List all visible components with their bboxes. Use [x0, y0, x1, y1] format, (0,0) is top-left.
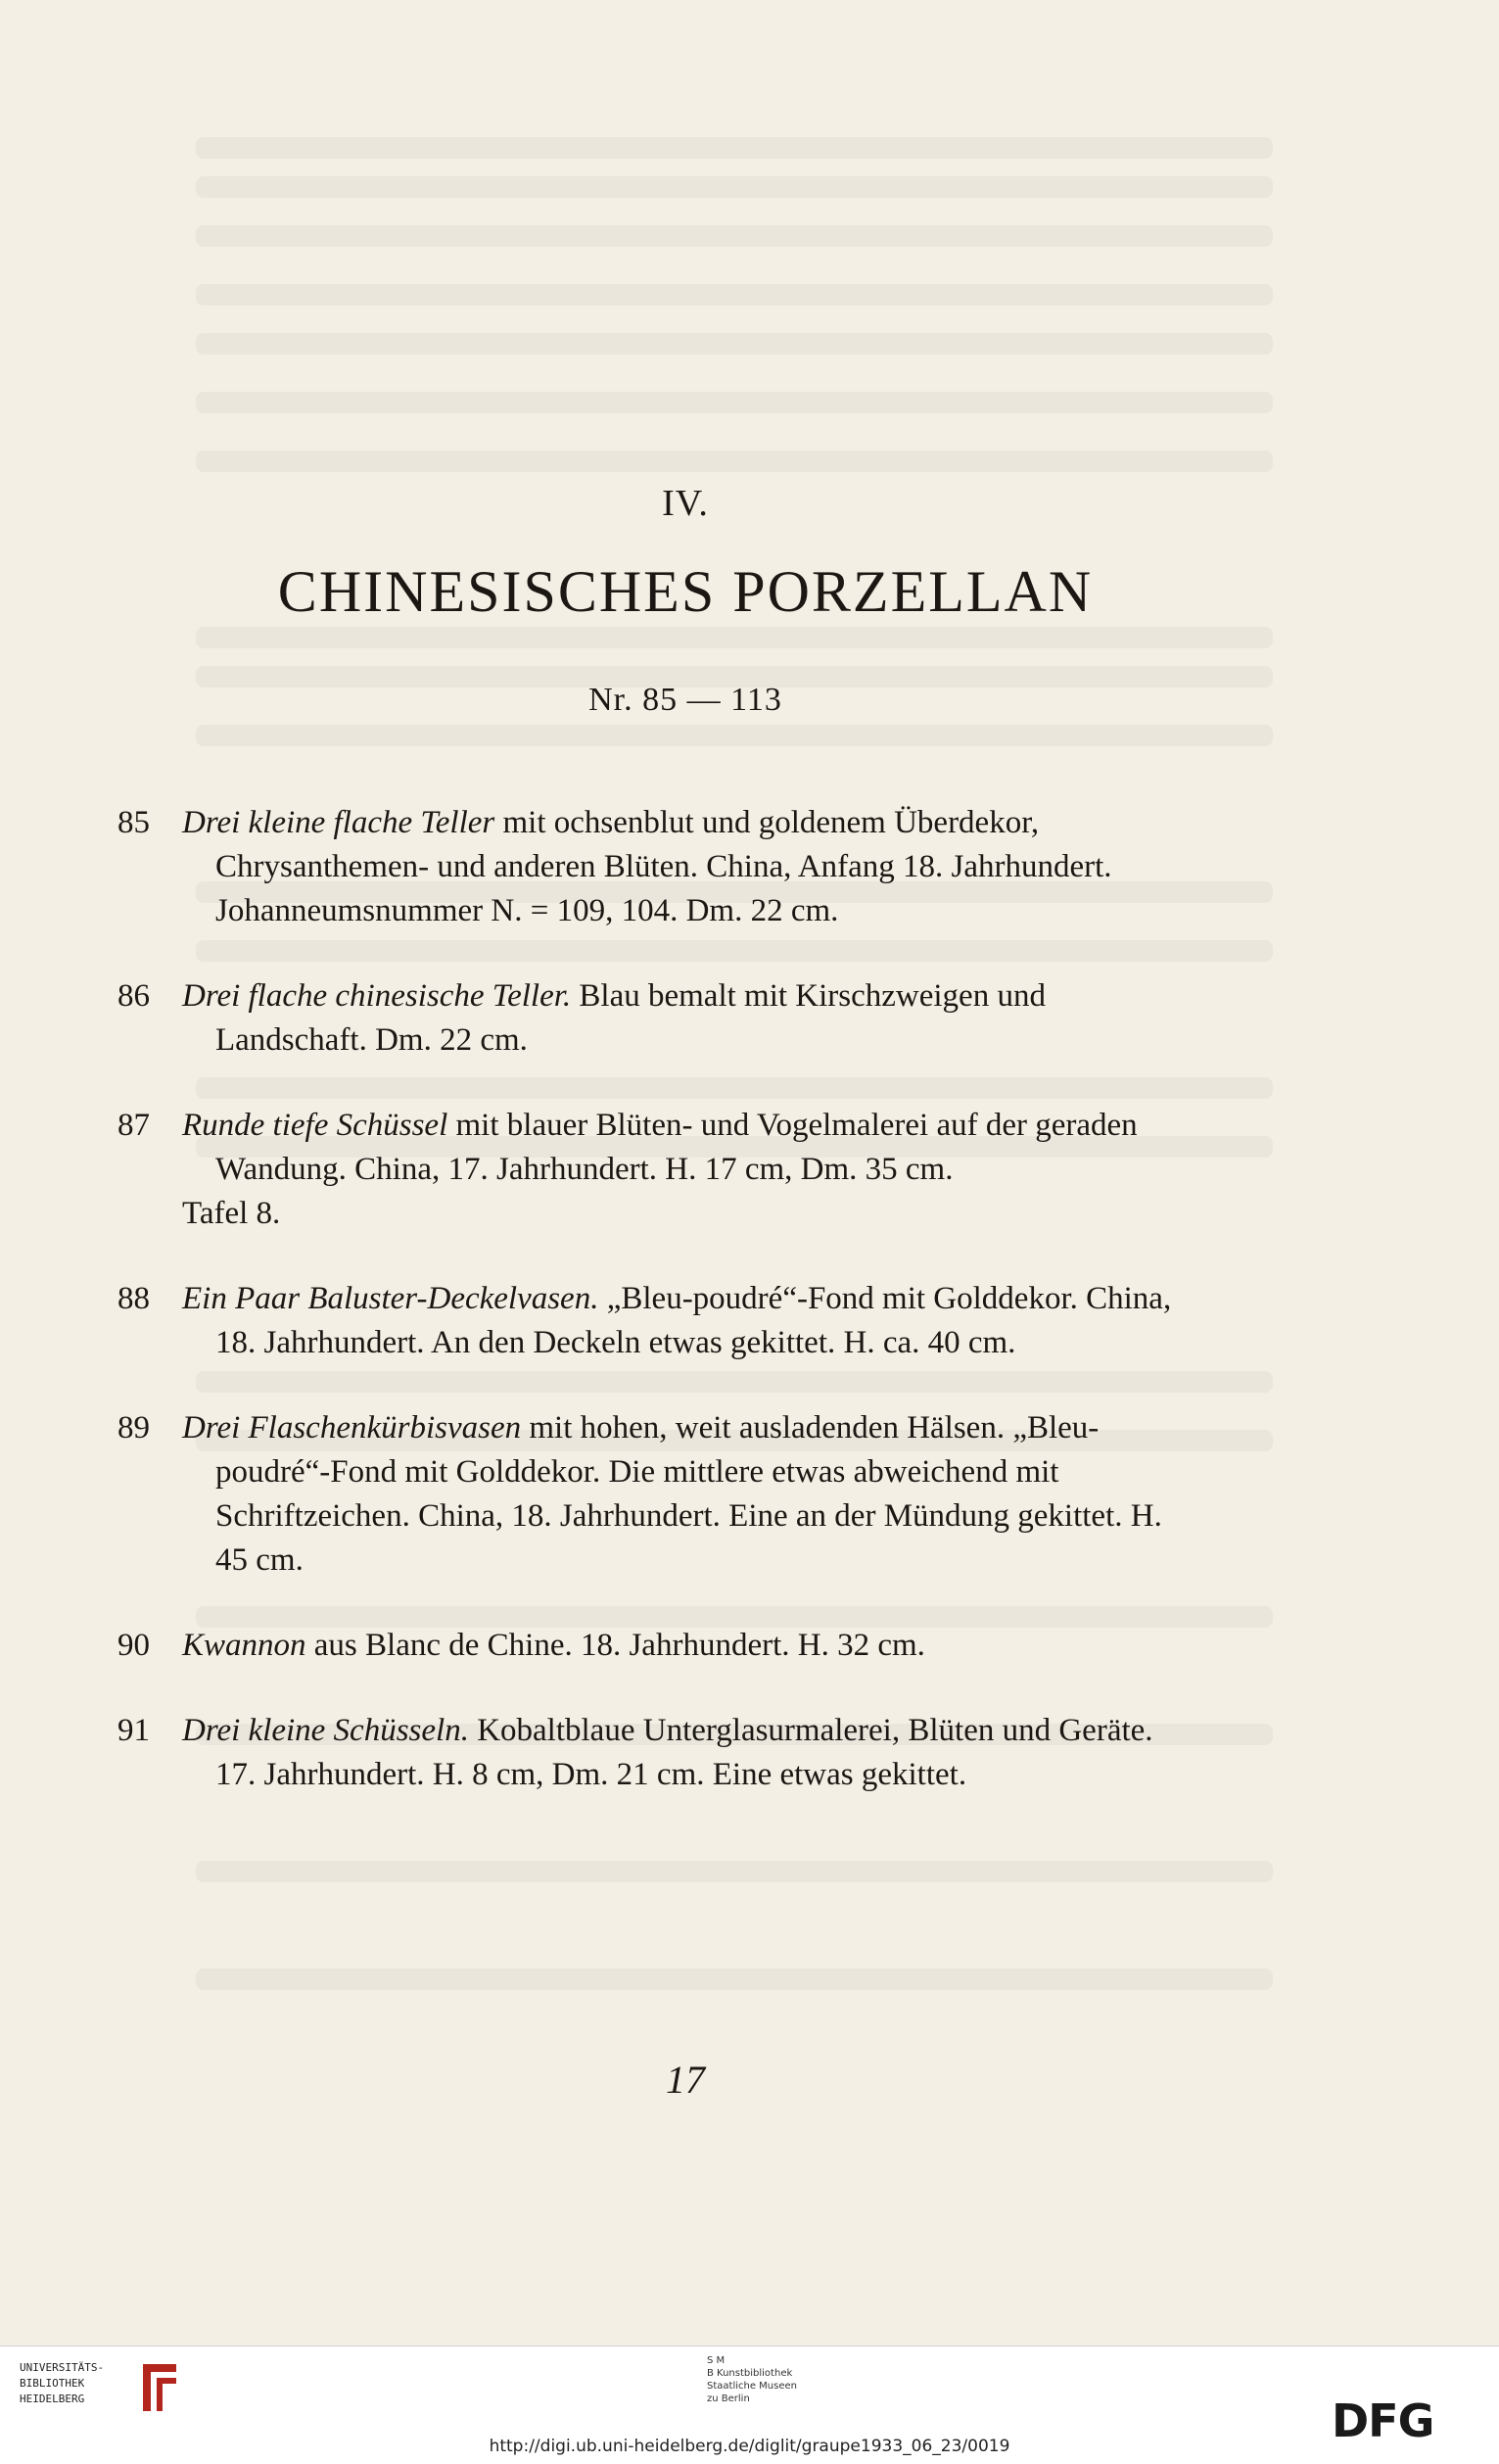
entry-description: „Bleu-poudré“-Fond mit Golddekor. China, 18. Jahrhundert. An den Deckeln etwas gekittet. H. ca. 40 cm. — [215, 1281, 1172, 1360]
entry-title: Drei flache chinesische Teller. — [182, 978, 572, 1014]
entry-description: mit ochsenblut und goldenem Überdekor, Chrysanthemen- und anderen Blüten. China, Anfang 18. Jahrhundert. Johanneumsnummer N. = 109, 104. Dm. 22 cm. — [215, 805, 1112, 928]
entry-number: 90 — [117, 1628, 150, 1663]
entry-number: 89 — [117, 1410, 150, 1445]
entry-number: 88 — [117, 1281, 150, 1316]
kunstbibliothek-stamp — [707, 2354, 903, 2405]
catalog-entry — [117, 974, 1180, 1063]
entry-title: Drei kleine Schüsseln. — [182, 1713, 469, 1748]
page-number: 17 — [666, 2058, 705, 2102]
entry-number: 85 — [117, 805, 150, 840]
stamp-line: B Kunstbibliothek — [707, 2368, 793, 2379]
catalog-entry — [117, 1406, 1180, 1583]
entry-title: Drei Flaschenkürbisvasen — [182, 1410, 522, 1445]
entry-number: 86 — [117, 978, 150, 1014]
entry-description: aus Blanc de Chine. 18. Jahrhundert. H. 32 cm. — [305, 1628, 925, 1663]
entry-title: Ein Paar Baluster-Deckelvasen. — [182, 1281, 599, 1316]
catalog-entry — [117, 1104, 1180, 1236]
entry-number: 87 — [117, 1108, 150, 1143]
university-library-logo[interactable] — [20, 2352, 215, 2421]
catalog-entries — [117, 801, 1180, 1838]
stamp-line: S M — [707, 2355, 726, 2366]
library-emblem-icon — [137, 2360, 184, 2415]
catalog-entry — [117, 801, 1180, 933]
logo-line: UNIVERSITÄTS- — [20, 2361, 105, 2374]
stamp-line: Staatliche Museen — [707, 2381, 797, 2392]
plate-reference: Tafel 8. — [182, 1196, 281, 1231]
entry-title: Kwannon — [182, 1628, 306, 1663]
logo-line: HEIDELBERG — [20, 2393, 85, 2405]
entry-title: Runde tiefe Schüssel — [182, 1108, 448, 1143]
entry-title: Drei kleine flache Teller — [182, 805, 495, 840]
stamp-line: zu Berlin — [707, 2393, 750, 2404]
dfg-logo[interactable]: DFG — [1332, 2394, 1434, 2447]
section-number: IV. — [662, 483, 709, 524]
page-heading: CHINESISCHES PORZELLAN — [277, 559, 1094, 624]
permalink-url[interactable]: http://digi.ub.uni-heidelberg.de/diglit/graupe1933_06_23/0019 — [489, 2437, 1010, 2456]
entry-number: 91 — [117, 1713, 150, 1748]
catalog-entry — [117, 1624, 1180, 1668]
entry-description: mit blauer Blüten- und Vogelmalerei auf der geraden Wandung. China, 17. Jahrhundert. H. 17 cm, Dm. 35 cm. — [215, 1108, 1138, 1187]
catalog-entry — [117, 1709, 1180, 1797]
logo-line: BIBLIOTHEK — [20, 2377, 85, 2390]
entry-description: Blau bemalt mit Kirschzweigen und Landschaft. Dm. 22 cm. — [215, 978, 1046, 1058]
number-range: Nr. 85 — 113 — [588, 682, 782, 718]
catalog-entry — [117, 1277, 1180, 1365]
entry-description: mit hohen, weit ausladenden Hälsen. „Bleu-poudré“-Fond mit Golddekor. Die mittlere etwas abweichend mit Schriftzeichen. China, 18. Jahrhundert. Eine an der Mündung gekittet. H. 45 cm. — [215, 1410, 1162, 1578]
entry-description: Kobaltblaue Unterglasurmalerei, Blüten und Geräte. 17. Jahrhundert. H. 8 cm, Dm. 21 cm. Eine etwas gekittet. — [215, 1713, 1153, 1792]
